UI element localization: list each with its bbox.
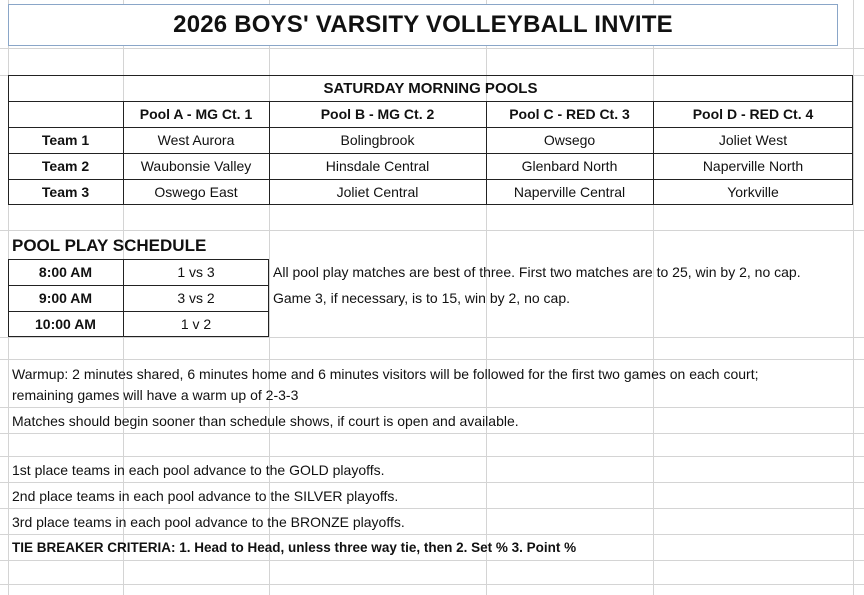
advance-bronze[interactable]: 3rd place teams in each pool advance to the BRONZE playoffs.: [12, 513, 405, 530]
pools-heading[interactable]: SATURDAY MORNING POOLS: [323, 79, 538, 97]
schedule-time[interactable]: 10:00 AM: [35, 316, 96, 332]
team-cell[interactable]: Joliet Central: [336, 184, 419, 200]
pool-header[interactable]: Pool C - RED Ct. 3: [509, 106, 630, 122]
matches-note[interactable]: Matches should begin sooner than schedule shows, if court is open and available.: [12, 412, 519, 429]
tie-breaker[interactable]: TIE BREAKER CRITERIA: 1. Head to Head, unless three way tie, then 2. Set % 3. Point %: [12, 540, 577, 555]
gridline: [853, 0, 854, 595]
team-cell[interactable]: West Aurora: [157, 132, 235, 148]
gridline: [0, 48, 864, 49]
schedule-note[interactable]: Game 3, if necessary, is to 15, win by 2, no cap.: [273, 290, 570, 306]
gridline: [0, 337, 864, 338]
gridline: [0, 433, 864, 434]
advance-gold[interactable]: 1st place teams in each pool advance to the GOLD playoffs.: [12, 461, 385, 478]
schedule-note[interactable]: All pool play matches are best of three. First two matches are to 25, win by 2, no cap.: [273, 264, 801, 280]
schedule-match[interactable]: 1 v 2: [180, 316, 212, 332]
warmup-note-line1[interactable]: Warmup: 2 minutes shared, 6 minutes home and 6 minutes visitors will be followed for the first two games on each court;: [12, 366, 759, 382]
schedule-heading[interactable]: POOL PLAY SCHEDULE: [12, 236, 207, 255]
schedule-match[interactable]: 3 vs 2: [177, 290, 215, 306]
gridline: [0, 560, 864, 561]
team-cell[interactable]: Waubonsie Valley: [140, 158, 252, 174]
schedule-time[interactable]: 8:00 AM: [38, 264, 93, 280]
gridline: [0, 584, 864, 585]
team-cell[interactable]: Naperville North: [702, 158, 804, 174]
pool-header[interactable]: Pool D - RED Ct. 4: [692, 106, 814, 122]
team-cell[interactable]: Naperville Central: [513, 184, 626, 200]
team-cell[interactable]: Joliet West: [718, 132, 788, 148]
pool-header[interactable]: Pool A - MG Ct. 1: [139, 106, 253, 122]
team-label[interactable]: Team 3: [41, 184, 90, 200]
team-cell[interactable]: Hinsdale Central: [325, 158, 430, 174]
team-cell[interactable]: Glenbard North: [521, 158, 618, 174]
pool-header[interactable]: Pool B - MG Ct. 2: [320, 106, 435, 122]
team-cell[interactable]: Yorkville: [727, 184, 779, 200]
team-cell[interactable]: Oswego East: [154, 184, 238, 200]
page-title[interactable]: 2026 BOYS' VARSITY VOLLEYBALL INVITE: [8, 4, 838, 46]
schedule-time[interactable]: 9:00 AM: [38, 290, 93, 306]
team-cell[interactable]: Bolingbrook: [340, 132, 415, 148]
schedule-match[interactable]: 1 vs 3: [177, 264, 215, 280]
gridline: [0, 359, 864, 360]
gridline: [0, 230, 864, 231]
team-cell[interactable]: Owsego: [543, 132, 596, 148]
warmup-note-line2[interactable]: remaining games will have a warm up of 2-3-3: [12, 387, 299, 403]
advance-silver[interactable]: 2nd place teams in each pool advance to the SILVER playoffs.: [12, 487, 399, 504]
team-label[interactable]: Team 1: [41, 132, 90, 148]
team-label[interactable]: Team 2: [41, 158, 90, 174]
